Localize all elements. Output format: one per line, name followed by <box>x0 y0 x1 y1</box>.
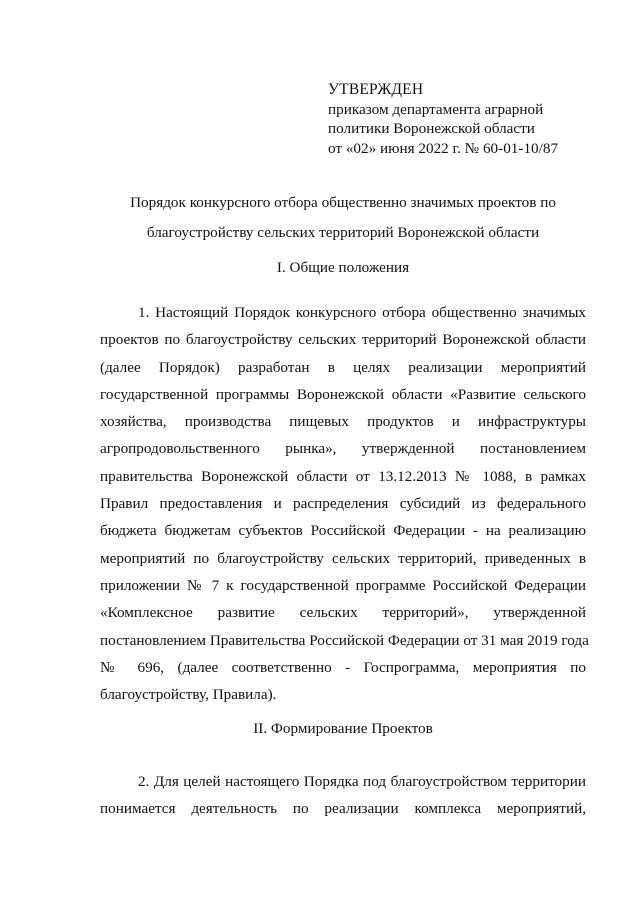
paragraph-line: (далее Порядок) разработан в целях реализации мероприятий <box>100 358 586 376</box>
paragraph-line: проектов по благоустройству сельских территорий Воронежской области <box>100 331 586 349</box>
paragraph-line: хозяйства, производства пищевых продуктов и инфраструктуры <box>100 413 586 431</box>
section-heading-general: I. Общие положения <box>276 259 410 276</box>
paragraph-line: мероприятий по благоустройству сельских территорий, приведенных в <box>100 549 586 567</box>
paragraph-line: благоустройству, Правила). <box>100 686 277 704</box>
paragraph-line: 2. Для целей настоящего Порядка под благоустройством территории <box>138 773 586 790</box>
paragraph-2 <box>100 768 586 823</box>
document-title-line: Порядок конкурсного отбора общественно значимых проектов по <box>130 194 556 211</box>
approval-line: политики Воронежской области <box>328 120 535 137</box>
approval-title: УТВЕРЖДЕН <box>328 81 424 98</box>
paragraph-line: понимается деятельность по реализации комплекса мероприятий, <box>100 800 586 818</box>
paragraph-1 <box>100 299 589 708</box>
paragraph-line: постановлением Правительства Российской Федерации от 31 мая 2019 года <box>100 631 589 649</box>
paragraph-line: бюджета бюджетам субъектов Российской Федерации - на реализацию <box>100 522 586 540</box>
paragraph-line: Правил предоставления и распределения субсидий из федерального <box>100 495 586 513</box>
paragraph-line: 1. Настоящий Порядок конкурсного отбора общественно значимых <box>138 304 586 321</box>
paragraph-line: государственной программы Воронежской области «Развитие сельского <box>100 385 586 403</box>
section-heading-projects: II. Формирование Проектов <box>253 720 433 737</box>
approval-stamp <box>328 80 628 158</box>
paragraph-line: правительства Воронежской области от 13.12.2013 № 1088, в рамках <box>100 467 586 485</box>
paragraph-line: приложении № 7 к государственной программе Российской Федерации <box>100 576 586 594</box>
document-title-line: благоустройству сельских территорий Воронежской области <box>146 224 540 241</box>
approval-line: приказом департамента аграрной <box>328 100 544 118</box>
paragraph-line: «Комплексное развитие сельских территорий», утвержденной <box>100 604 586 622</box>
document-title <box>100 188 586 248</box>
paragraph-line: агропродовольственного рынка», утвержденной постановлением <box>100 440 586 458</box>
paragraph-line: № 696, (далее соответственно - Госпрограмма, мероприятия по <box>100 658 586 676</box>
approval-line: от «02» июня 2022 г. № 60-01-10/87 <box>328 139 559 157</box>
